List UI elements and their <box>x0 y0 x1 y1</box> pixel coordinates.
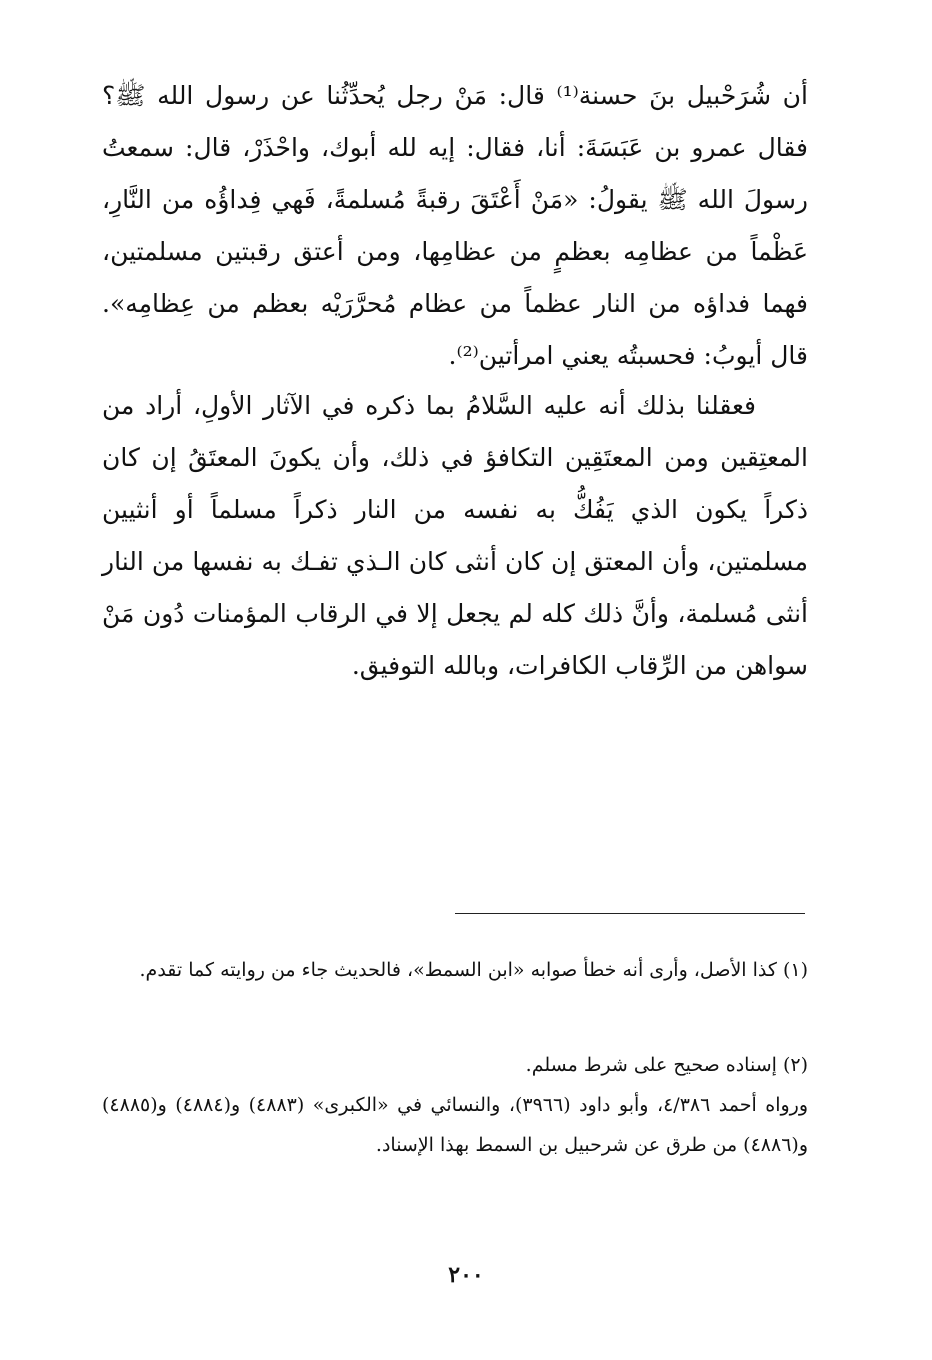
footnote-2-continued: ورواه أحمد ٤/٣٨٦، وأبو داود (٣٩٦٦)، والنسائي في «الكبرى» (٤٨٨٣) و(٤٨٨٤) و(٤٨٨٥) و(٤٨٨٦) من طرق عن شرحبيل بن السمط بهذا الإسناد. <box>102 1094 809 1156</box>
body-paragraph-1: أن شُرَحْبيل بنَ حسنة⁽¹⁾ قال: مَنْ رجل يُحدِّثُنا عن رسول الله ﷺ؟ فقال عمرو بن عَبَسَةَ: أنا، فقال: إيه لله أبوك، واحْذَرْ، قال: سمعتُ رسولَ الله ﷺ يقولُ: «مَنْ أَعْتَقَ رقبةً مُسلمةً، فَهي فِداؤُه من النَّارِ، عَظْماً من عظامِه بعظمٍ من عظامِها، ومن أعتق رقبتين مسلمتين، فهما فداؤه من النار عظماً من عظام مُحرَّرَيْه بعظم من عِظامِه». قال أيوبُ: فحسبتُه يعني امرأتين⁽²⁾. <box>102 81 808 370</box>
page-number: ٢٠٠ <box>448 1262 484 1288</box>
body-paragraph-2: فعقلنا بذلك أنه عليه السَّلامُ بما ذكره في الآثار الأولِ، أراد من المعتِقين ومن المعتَقِين التكافؤ في ذلك، وأن يكونَ المعتَقُ إن كان ذكراً يكون الذي يَفُكُّ به نفسه من النار ذكراً مسلماً أو أنثيين مسلمتين، وأن المعتق إن كان أنثى كان الـذي تفـك به نفسها من النار أنثى مُسلمة، وأنَّ ذلك كله لم يجعل إلا في الرقاب المؤمنات دُون مَنْ سواهن من الرِّقاب الكافرات، وبالله التوفيق. <box>102 391 808 680</box>
footnote-separator <box>455 913 805 914</box>
footnote-2: (٢) إسناده صحيح على شرط مسلم. <box>525 1054 808 1076</box>
footnote-1: (١) كذا الأصل، وأرى أنه خطأ صوابه «ابن السمط»، فالحديث جاء من روايته كما تقدم. <box>139 959 808 981</box>
